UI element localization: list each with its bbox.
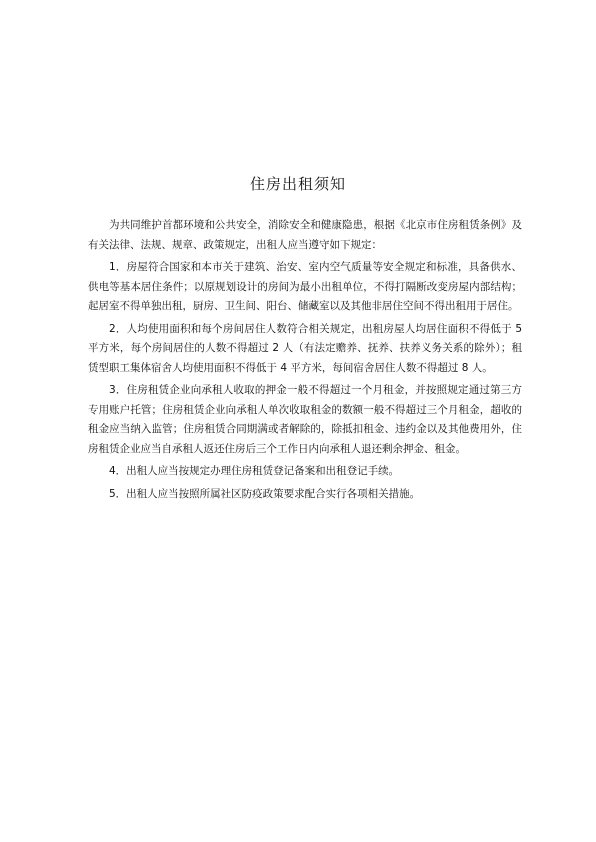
intro-paragraph: 为共同维护首都环境和公共安全，消除安全和健康隐患，根据《北京市住房租赁条例》及有关法律、法规、规章、政策规定，出租人应当遵守如下规定： bbox=[88, 219, 522, 251]
rule-2-paragraph: 2．人均使用面积和每个房间居住人数符合相关规定，出租房屋人均居住面积不得低于 5 平方米，每个房间居住的人数不得超过 2 人（有法定赡养、抚养、扶养义务关系的除外）；租赁型职工集体宿舍人均使用面积不得低于 4 平方米，每间宿舍居住人数不得超过 8 人。 bbox=[88, 322, 522, 374]
document-title: 住房出租须知 bbox=[249, 175, 346, 193]
rule-3-paragraph: 3．住房租赁企业向承租人收取的押金一般不得超过一个月租金，并按照规定通过第三方专用账户托管；住房租赁企业向承租人单次收取租金的数额一般不得超过三个月租金，超收的租金应当纳入监管；住房租赁合同期满或者解除的，除抵扣租金、违约金以及其他费用外，住房租赁企业应当自承租人返还住房后三个工作日内向承租人退还剩余押金、租金。 bbox=[88, 384, 522, 455]
document-body bbox=[88, 216, 522, 507]
rule-1-paragraph: 1．房屋符合国家和本市关于建筑、治安、室内空气质量等安全规定和标准，具备供水、供电等基本居住条件；以原规划设计的房间为最小出租单位，不得打隔断改变房屋内部结构；起居室不得单独出租，厨房、卫生间、阳台、储藏室以及其他非居住空间不得出租用于居住。 bbox=[88, 261, 522, 312]
rule-4-paragraph: 4．出租人应当按规定办理住房租赁登记备案和出租登记手续。 bbox=[109, 465, 400, 477]
rule-5-paragraph: 5．出租人应当按照所属社区防疫政策要求配合实行各项相关措施。 bbox=[109, 487, 421, 500]
